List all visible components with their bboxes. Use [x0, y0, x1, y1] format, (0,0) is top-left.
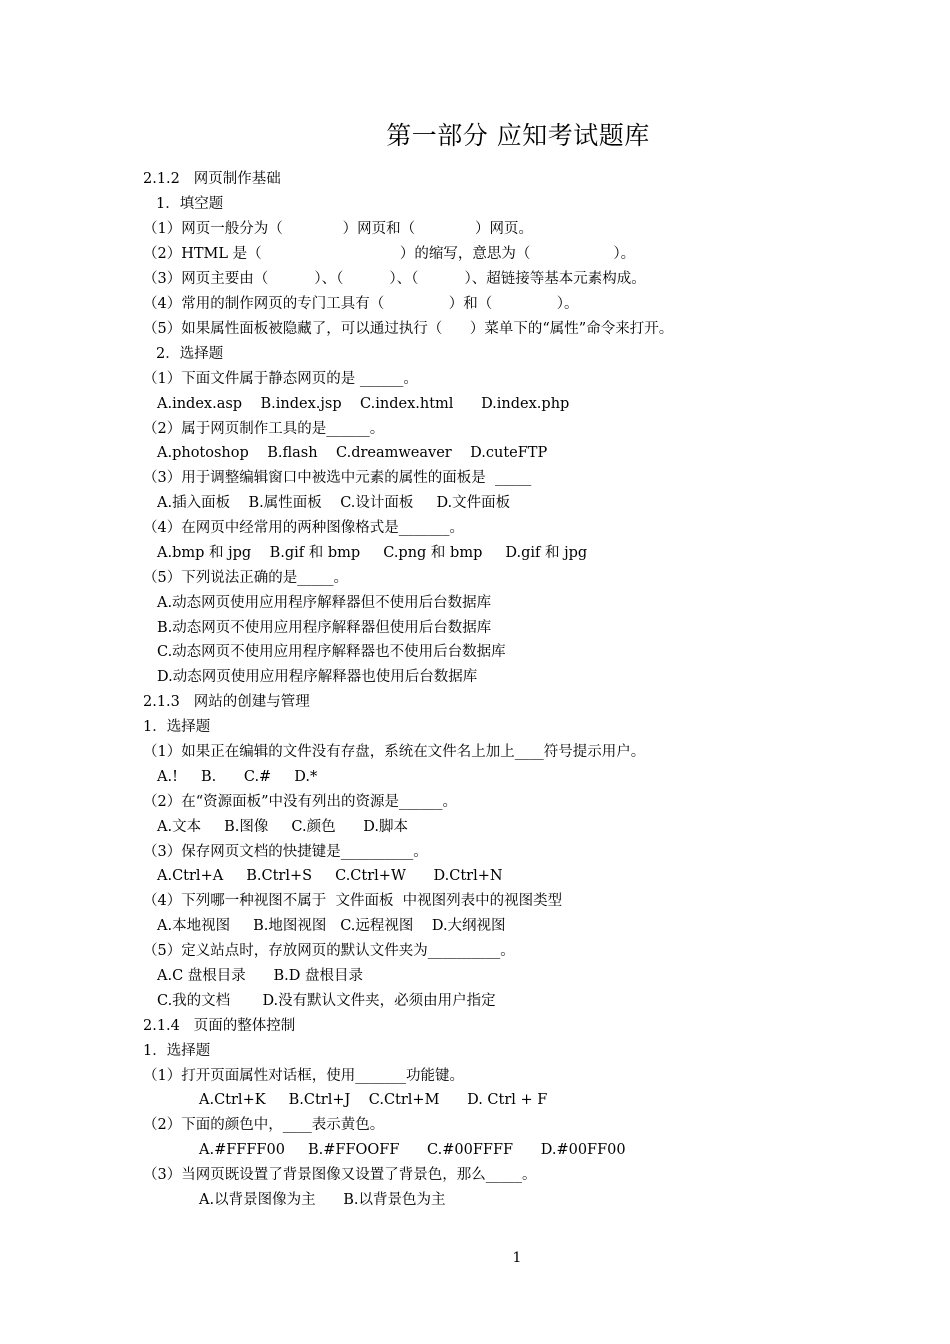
subsection-heading: 1．填空题 [156, 196, 224, 212]
options-line: A.C 盘根目录 B.D 盘根目录 [157, 968, 363, 984]
question-line: （3）保存网页文档的快捷键是__________。 [143, 844, 428, 860]
options-line: A.以背景图像为主 B.以背景色为主 [199, 1192, 446, 1208]
options-line: A.本地视图 B.地图视图 C.远程视图 D.大纲视图 [157, 918, 506, 934]
question-line: （2）在“资源面板”中没有列出的资源是______。 [143, 794, 458, 810]
options-line: A.插入面板 B.属性面板 C.设计面板 D.文件面板 [157, 495, 511, 511]
question-line: （3）用于调整编辑窗口中被选中元素的属性的面板是 _____ [143, 470, 532, 486]
question-line: （2）下面的颜色中，____表示黄色。 [143, 1117, 385, 1133]
question-line: （4）下列哪一种视图不属于 文件面板 中视图列表中的视图类型 [143, 893, 563, 909]
options-line: C.动态网页不使用应用程序解释器也不使用后台数据库 [157, 644, 506, 660]
question-line: （5）如果属性面板被隐藏了，可以通过执行（ ）菜单下的“属性”命令来打开。 [143, 321, 674, 337]
question-line: （1）网页一般分为（ ）网页和（ ）网页。 [143, 221, 534, 237]
question-line: （4）在网页中经常用的两种图像格式是_______。 [143, 520, 464, 536]
question-line: （3）网页主要由（ ）、（ ）、（ ）、超链接等基本元素构成。 [143, 271, 646, 287]
options-line: B.动态网页不使用应用程序解释器但使用后台数据库 [157, 620, 492, 636]
question-line: （5）下列说法正确的是_____。 [143, 570, 348, 586]
options-line: A.Ctrl+K B.Ctrl+J C.Ctrl+M D. Ctrl + F [199, 1092, 548, 1108]
options-line: A.! B. C.# D.* [157, 769, 318, 785]
options-line: A.#FFFF00 B.#FFOOFF C.#00FFFF D.#00FF00 [199, 1142, 626, 1158]
options-line: A.bmp 和 jpg B.gif 和 bmp C.png 和 bmp D.gif 和 jpg [157, 545, 588, 561]
options-line: A.Ctrl+A B.Ctrl+S C.Ctrl+W D.Ctrl+N [157, 868, 503, 884]
section-heading: 2.1.4 页面的整体控制 [143, 1018, 296, 1034]
section-heading: 2.1.2 网页制作基础 [143, 171, 281, 187]
question-line: （2）属于网页制作工具的是______。 [143, 421, 385, 437]
question-line: （2）HTML 是（ ）的缩写，意思为（ ）。 [143, 246, 636, 262]
options-line: A.文本 B.图像 C.颜色 D.脚本 [157, 819, 408, 835]
question-line: （1）下面文件属于静态网页的是 ______。 [143, 371, 418, 387]
options-line: A.photoshop B.flash C.dreamweaver D.cuteFTP [157, 445, 548, 461]
question-line: （4）常用的制作网页的专门工具有（ ）和（ ）。 [143, 296, 579, 312]
question-line: （3）当网页既设置了背景图像又设置了背景色，那么_____。 [143, 1167, 537, 1183]
question-line: （1）打开页面属性对话框，使用_______功能键。 [143, 1068, 464, 1084]
page-number: 1 [512, 1250, 522, 1266]
question-line: （1）如果正在编辑的文件没有存盘，系统在文件名上加上____符号提示用户。 [143, 744, 646, 760]
options-line: A.动态网页使用应用程序解释器但不使用后台数据库 [157, 595, 492, 611]
options-line: C.我的文档 D.没有默认文件夹，必须由用户指定 [157, 993, 496, 1009]
subsection-heading: 1．选择题 [143, 1043, 211, 1059]
subsection-heading: 1．选择题 [143, 719, 211, 735]
page-title: 第一部分 应知考试题库 [386, 121, 650, 150]
options-line: A.index.asp B.index.jsp C.index.html D.index.php [157, 396, 570, 412]
question-line: （5）定义站点时，存放网页的默认文件夹为__________。 [143, 943, 515, 959]
subsection-heading: 2．选择题 [156, 346, 224, 362]
options-line: D.动态网页使用应用程序解释器也使用后台数据库 [157, 669, 478, 685]
section-heading: 2.1.3 网站的创建与管理 [143, 694, 310, 710]
